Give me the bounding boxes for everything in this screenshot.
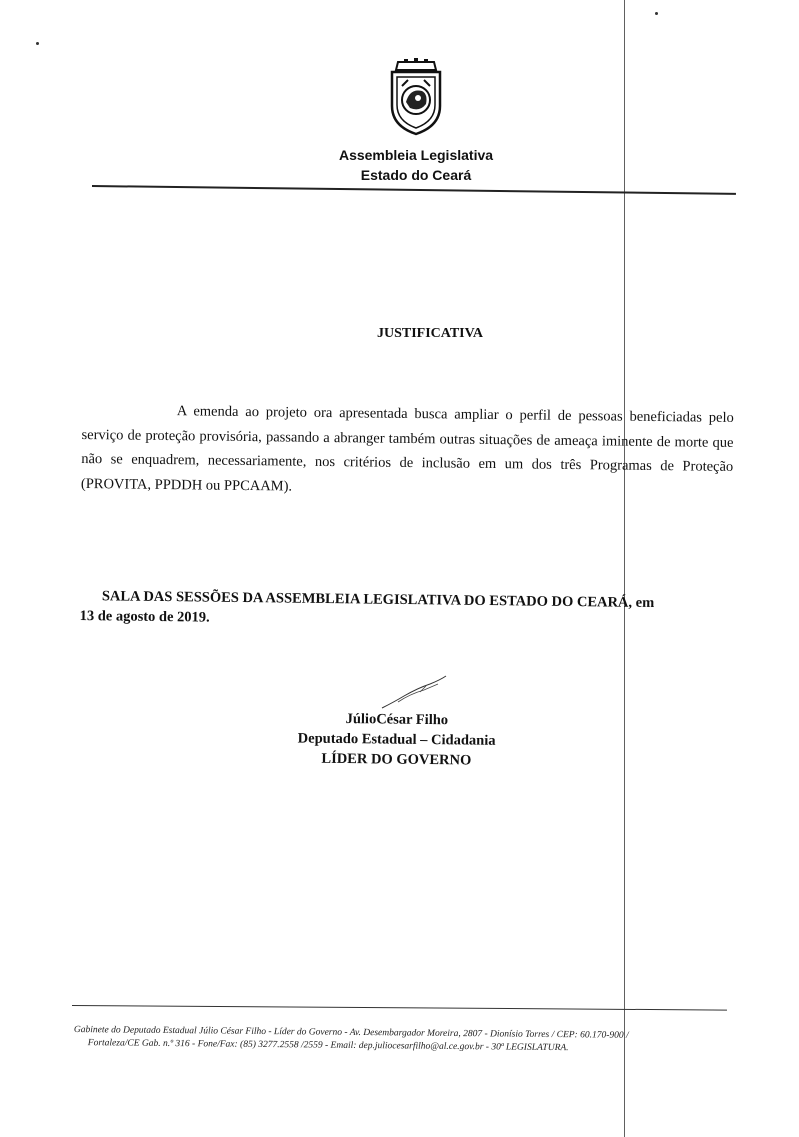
justification-paragraph: A emenda ao projeto ora apresentada busca ampliar o perfil de pessoas beneficiadas pelo serviço de proteção provisória, passando a abranger também outras situações de ameaça iminente de morte que não se enquadrem, necessariamente, nos critérios de inclusão em um dos três Programas de Proteção (PROVITA, PPDDH ou PPCAAM). — [80, 403, 734, 495]
session-date: 13 de agosto de 2019. — [79, 607, 210, 626]
org-line-2: Estado do Ceará — [360, 167, 472, 183]
footer-address — [74, 1024, 714, 1057]
justification-body — [81, 398, 734, 504]
footer-line-2: Fortaleza/CE Gab. n.º 316 - Fone/Fax: (85) 3277.2558 /2559 - Email: dep.juliocesarfilho@al.ce.gov.br - 30ª LEGISLATURA. — [87, 1038, 569, 1054]
signer-role: Deputado Estadual – Cidadania — [297, 730, 496, 749]
scan-speck — [655, 12, 658, 15]
organization-name — [316, 145, 516, 185]
scan-speck — [36, 42, 39, 45]
signer-block — [261, 708, 532, 771]
signer-name: JúlioCésar Filho — [345, 711, 449, 729]
document-title: JUSTIFICATIVA — [376, 326, 484, 341]
signer-position: LÍDER DO GOVERNO — [321, 750, 472, 769]
footer-line-1: Gabinete do Deputado Estadual Júlio César Filho - Líder do Governo - Av. Desembargador Moreira, 2807 - Dionísio Torres / CEP: 60.170-900 / — [73, 1025, 629, 1041]
scan-fold-line — [624, 0, 625, 1137]
session-statement — [80, 586, 728, 634]
org-line-1: Assembleia Legislativa — [338, 147, 494, 163]
ceara-coat-of-arms-icon — [388, 58, 444, 136]
signature-icon — [380, 672, 450, 712]
footer-divider — [72, 1005, 727, 1011]
session-line-1: SALA DAS SESSÕES DA ASSEMBLEIA LEGISLATIVA DO ESTADO DO CEARÁ, em — [101, 588, 655, 612]
header-divider — [92, 185, 736, 195]
